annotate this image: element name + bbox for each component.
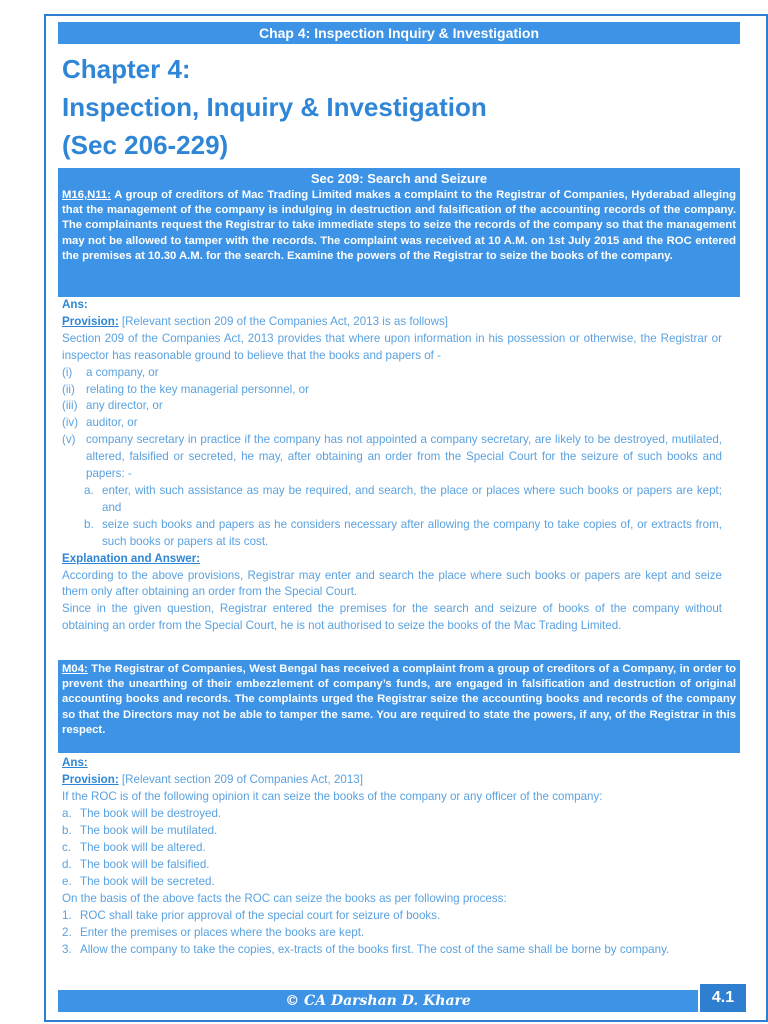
section-heading: Sec 209: Search and Seizure [310,171,488,186]
question-body: A group of creditors of Mac Trading Limited makes a complaint to the Registrar of Companies, Hyderabad alleging that the management of the company is indulging in destruction and falsification of the accounting records of the company. The complainants request the Registrar to take immediate steps to seize the records of the company so that the management may not be allowed to tamper with the records. The complaint was received at 10 A.M. on 1st July 2015 and the ROC entered the premises at 10.30 A.M. for the search. Examine the powers of the Registrar to seize the books of the company. [62,189,736,262]
list-item: (ii) relating to the key managerial personnel, or [62,382,309,396]
list-item: 1. ROC shall take prior approval of the special court for seizure of books. [62,909,441,922]
process-intro: On the basis of the above facts the ROC can seize the books as per following process: [62,892,507,905]
question-box-1 [58,168,740,297]
answer-block-2 [62,754,722,958]
provision-text: [Relevant section 209 of the Companies Act, 2013 is as follows] [118,314,449,328]
question-id: M16,N11: [62,189,111,201]
page-number: 4.1 [700,984,746,1012]
author-footer: © CA Darshan D. Khare [58,990,698,1012]
chapter-sections: (Sec 206-229) [62,130,229,160]
provision-label: Provision: [62,314,119,328]
explanation-label: Explanation and Answer: [62,551,201,565]
chapter-number: Chapter 4: [62,54,191,84]
list-item: (v) company secretary in practice if the company has not appointed a company secretary, are likely to be destroyed, mutilated, altered, falsified or secreted, he may, after obtaining an order from the Special Court for the seizure of such books and papers: - [62,433,722,481]
provision-intro: Section 209 of the Companies Act, 2013 provides that where upon information in his possession or otherwise, the Registrar or inspector has reasonable ground to believe that the books and papers of - [62,331,722,362]
sub-list-item: a. enter, with such assistance as may be required, and search, the place or places where such books or papers are kept; and [84,483,722,514]
question-text-1 [62,188,736,264]
list-item: c. The book will be altered. [62,841,206,854]
ans-label: Ans: [62,298,88,311]
question-box-2 [58,660,740,753]
list-item: e. The book will be secreted. [62,875,215,888]
list-item: a. The book will be destroyed. [62,807,222,820]
sub-list-item: b. seize such books and papers as he considers necessary after allowing the company to take copies of, or extracts from, such books or papers at its cost. [84,517,722,548]
ans-label: Ans: [62,756,88,769]
list-item: (iv) auditor, or [62,416,138,430]
list-item: d. The book will be falsified. [62,858,210,871]
answer-block-1 [62,297,722,635]
list-item: b. The book will be mutilated. [62,824,218,837]
provision-label: Provision: [62,773,119,786]
list-item: (iii) any director, or [62,399,163,413]
question-id: M04: [62,663,88,675]
running-header: Chap 4: Inspection Inquiry & Investigation [58,22,740,44]
conclusion-text: Since in the given question, Registrar entered the premises for the search and seizure of books of the company without obtaining an order from the Special Court, he is not authorised to seize the books of the Mac Trading Limited. [62,602,722,633]
explanation-text: According to the above provisions, Registrar may enter and search the place where such books or papers are kept and seize them only after obtaining an order from the Special Court. [62,568,722,599]
question-text-2 [62,662,736,738]
chapter-name: Inspection, Inquiry & Investigation [62,92,487,122]
provision-text: [Relevant section 209 of Companies Act, 2013] [118,773,363,786]
question-body: The Registrar of Companies, West Bengal has received a complaint from a group of creditors of a Company, in order to prevent the unearthing of their embezzlement of company’s funds, are engaged in falsification and destruction of original accounting books and records. The complaints urged the Registrar seize the accounting books and records of the company so that the Directors may not be able to tamper the same. You are required to state the powers, if any, of the Registrar in this respect. [62,663,736,736]
list-item: 3. Allow the company to take the copies, ex-tracts of the books first. The cost of the same shall be borne by company. [62,943,670,956]
list-item: 2. Enter the premises or places where the books are kept. [62,926,365,939]
chapter-title [62,50,742,164]
provision-intro: If the ROC is of the following opinion it can seize the books of the company or any officer of the company: [62,790,603,803]
list-item: (i) a company, or [62,365,159,379]
